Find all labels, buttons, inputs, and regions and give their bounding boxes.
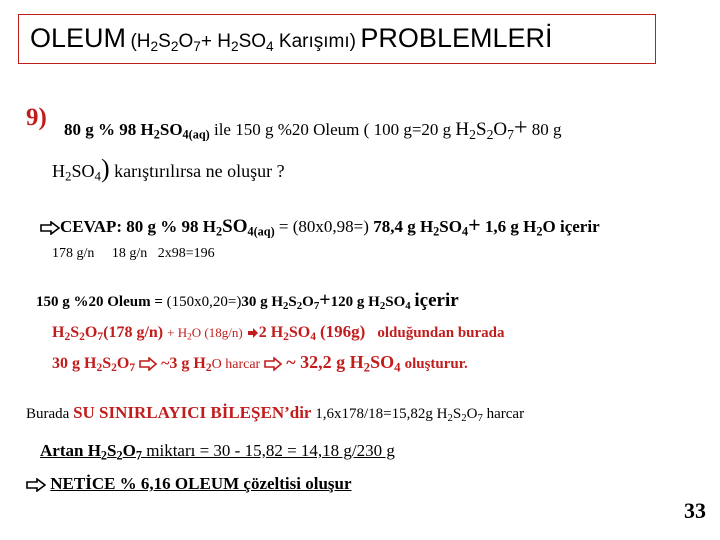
problem-line-1: 80 g % 98 $H_2SO_{4(aq)}$ ile 150 g %20 Oleum ( 100 g=20 g $H_2S_2O_7+ 80$ g — [64, 115, 562, 142]
right-arrow-icon — [264, 357, 282, 371]
right-arrow-icon — [247, 327, 259, 339]
result-line: NETİCE % 6,16 OLEUM çözeltisi oluşur — [26, 474, 352, 494]
right-arrow-icon — [40, 221, 60, 235]
limiting-reagent-line: Burada SU SINIRLAYICI BİLEŞEN’dir 1,6x178/18=15,82g $H_2S_2O_7$ harcar — [26, 403, 525, 425]
answer-line: CEVAP: 80 g % 98 $H_2SO_{4(aq)} = (80x0,98=)$ 78,4 g $H_2SO_4+ 1,6$ g $H_2O$ içerir — [40, 212, 600, 238]
reaction-line-1: $H_2S_2O_7(178$ $g/n) + H_2O$ (18g/n) 2 $H_2SO_4$ (196g) olduğundan burada — [52, 322, 505, 344]
right-arrow-icon — [139, 357, 157, 371]
reaction-line-2: 30 g $H_2S_2O_7$ ~3 g $H_2O$ harcar ~ 32,2 g $H_2SO_4$ oluşturur. — [52, 352, 468, 375]
remaining-amount-line: Artan $H_2S_2O_7$ miktarı = 30 - 15,82 = 14,18 g/230 g — [40, 441, 395, 463]
problem-line-2: $H_2SO_4$) karıştırılırsa ne oluşur ? — [52, 154, 285, 184]
page-number: 33 — [684, 498, 706, 523]
right-arrow-icon — [26, 478, 46, 492]
molar-mass-line: 178 g/n 18 g/n 2x98=196 — [52, 246, 215, 261]
oleum-composition-line: 150 g %20 Oleum = (150x0,20=)30 g $H_2S_2O_7+120$ g $H_2SO_4$ içerir — [36, 289, 459, 313]
page-title: OLEUM ($H_2S_2O_7+ H_2SO_4$ Karışımı) PROBLEMLERİ — [30, 23, 553, 54]
problem-number: 9) — [26, 104, 47, 131]
title-main: OLEUM — [30, 23, 127, 53]
title-end: PROBLEMLERİ — [360, 23, 553, 53]
